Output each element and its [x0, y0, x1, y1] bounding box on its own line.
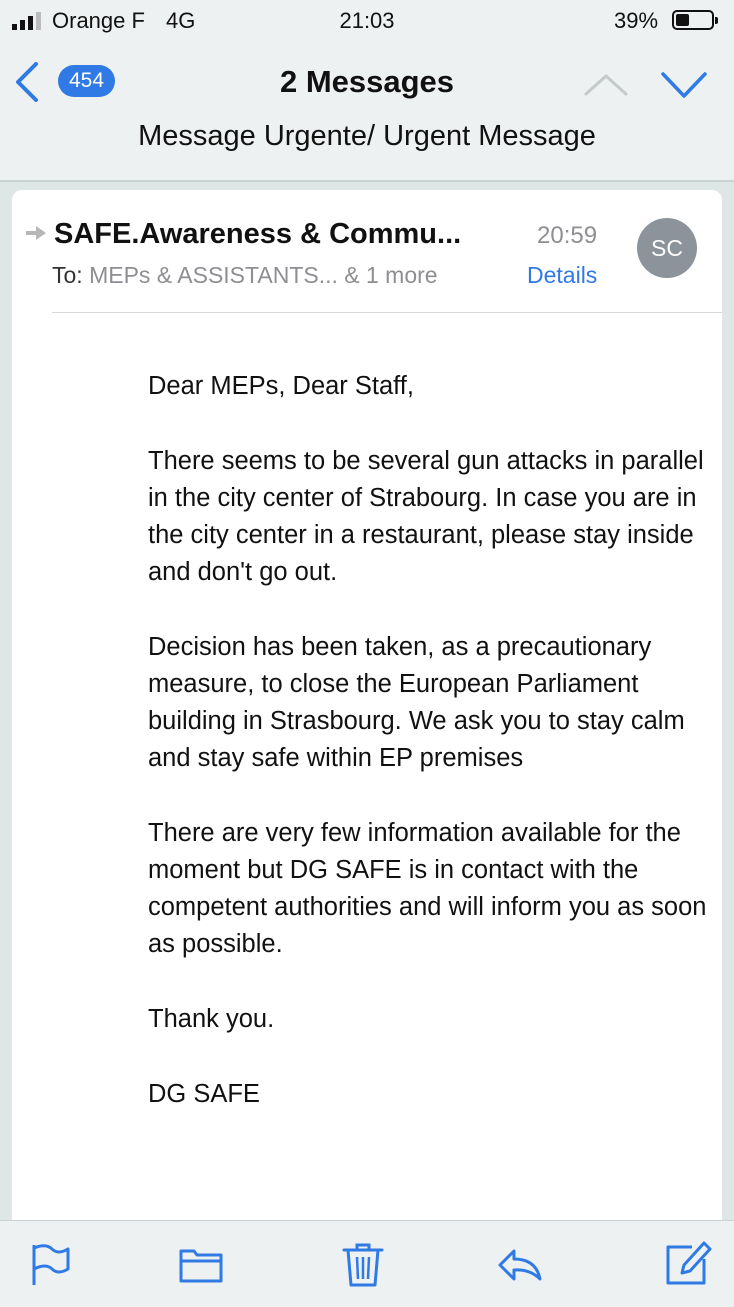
bottom-toolbar	[0, 1220, 734, 1307]
status-clock: 21:03	[339, 8, 395, 33]
body-paragraph: There are very few information available for the moment but DG SAFE is in contact with the competent authorities and will inform you as soon as possible.	[148, 819, 707, 958]
network-type: 4G	[166, 8, 196, 33]
battery-icon	[672, 10, 714, 30]
greeting: Dear MEPs, Dear Staff,	[148, 372, 414, 400]
header-divider	[52, 312, 722, 313]
recipients-list[interactable]: MEPs & ASSISTANTS... & 1 more	[89, 262, 438, 288]
recipients-line	[52, 262, 438, 289]
closing: Thank you.	[148, 1005, 275, 1033]
message-time: 20:59	[537, 222, 598, 249]
navigation-bar	[0, 42, 734, 182]
message-subject: Message Urgente/ Urgent Message	[138, 120, 596, 152]
compose-icon[interactable]	[662, 1239, 712, 1289]
to-label: To:	[52, 262, 83, 288]
message-card	[12, 190, 722, 1230]
signature: DG SAFE	[148, 1080, 260, 1108]
unread-count-badge: 454	[58, 65, 115, 97]
battery-percentage: 39%	[614, 8, 659, 33]
chevron-down-icon[interactable]	[660, 70, 708, 100]
folder-icon[interactable]	[176, 1239, 226, 1289]
body-paragraph: Decision has been taken, as a precautionary measure, to close the European Parliament building in Strasbourg. We ask you to stay calm and stay safe within EP premises	[148, 633, 685, 772]
message-body	[148, 368, 708, 1151]
flag-icon[interactable]	[24, 1239, 74, 1289]
carrier-name: Orange F	[52, 8, 145, 33]
reply-icon[interactable]	[494, 1239, 544, 1289]
body-paragraph: There seems to be several gun attacks in parallel in the city center of Strabourg. In case you are in the city center in a restaurant, please stay inside and don't go out.	[148, 447, 704, 586]
trash-icon[interactable]	[338, 1239, 388, 1289]
status-bar	[0, 0, 734, 42]
chevron-up-icon[interactable]	[584, 72, 628, 98]
sender-name[interactable]: SAFE.Awareness & Commu...	[54, 218, 462, 250]
forwarded-icon	[26, 226, 46, 240]
avatar[interactable]: SC	[637, 218, 697, 278]
page-title: 2 Messages	[279, 64, 455, 99]
details-link[interactable]: Details	[527, 262, 598, 288]
